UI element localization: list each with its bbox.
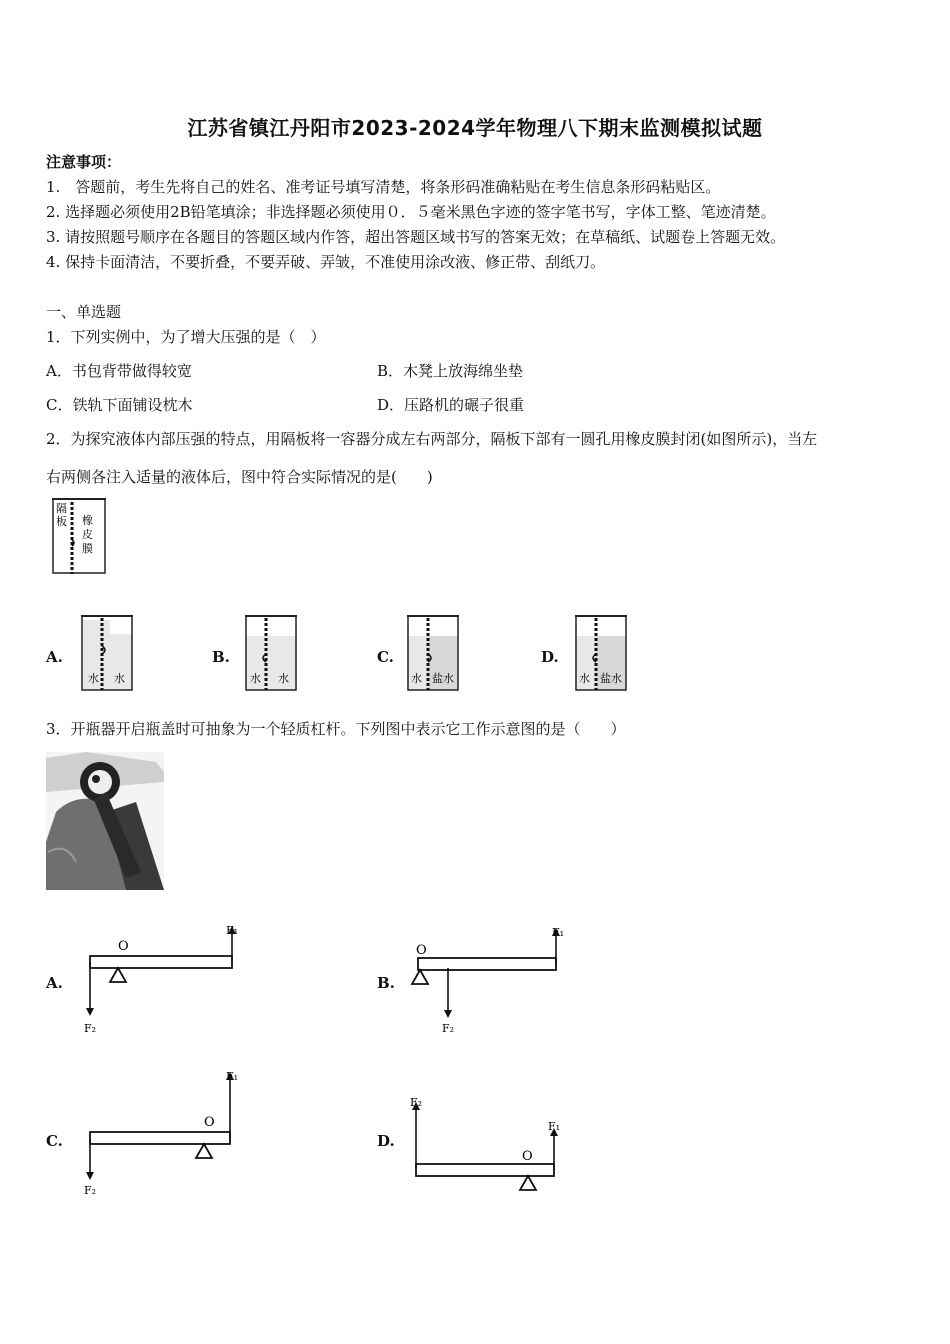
svg-text:O: O: [416, 943, 427, 958]
svg-text:F₁: F₁: [548, 1120, 561, 1133]
svg-text:F₂: F₂: [84, 1184, 97, 1197]
notice-item-1: 1. 答题前，考生先将自己的姓名、准考证号填写清楚，将条形码准确粘贴在考生信息条形码粘贴区。: [46, 178, 721, 196]
svg-text:水: 水: [579, 672, 590, 685]
force1-label: F₁: [226, 924, 239, 937]
q3-option-b-figure: [404, 920, 574, 1040]
q2-option-c-label: C.: [377, 648, 394, 666]
svg-text:O: O: [522, 1149, 533, 1164]
right-liquid-label: 水: [114, 672, 125, 685]
q2-option-d-figure: [574, 612, 630, 692]
q1-stem: 1．下列实例中，为了增大压强的是（ ）: [46, 328, 326, 346]
page-title: 江苏省镇江丹阳市2023-2024学年物理八下期末监测模拟试题: [187, 116, 763, 140]
q3-option-d-label: D.: [377, 1132, 395, 1150]
q1-option-a: A．书包背带做得较宽: [46, 362, 192, 380]
force2-label: F₂: [84, 1022, 97, 1035]
notice-item-2: 2. 选择题必须使用2B铅笔填涂；非选择题必须使用０．５毫米黑色字迹的签字笔书写，字体工整、笔迹清楚。: [46, 203, 776, 221]
q2-option-a-figure: [80, 612, 136, 692]
lever-bar: [90, 956, 232, 968]
membrane-label-2: 皮: [82, 528, 93, 541]
left-liquid-label: 水: [88, 672, 99, 685]
q2-stem-line2: 右两侧各注入适量的液体后，图中符合实际情况的是( ): [46, 468, 433, 486]
svg-text:F₁: F₁: [226, 1070, 239, 1083]
q3-option-a-label: A.: [46, 974, 63, 992]
notice-heading: 注意事项：: [46, 153, 122, 171]
svg-text:水: 水: [278, 672, 289, 685]
q2-container-figure: [48, 494, 110, 576]
membrane-label-3: 膜: [82, 542, 93, 555]
svg-text:F₁: F₁: [552, 926, 565, 939]
fulcrum: [110, 968, 126, 982]
section-heading: 一、单选题: [46, 303, 122, 321]
svg-text:盐水: 盐水: [600, 672, 622, 685]
q3-option-b-label: B.: [377, 974, 395, 992]
q2-option-a-label: A.: [46, 648, 63, 666]
membrane-label-1: 橡: [82, 514, 93, 527]
q2-stem-line1: 2．为探究液体内部压强的特点，用隔板将一容器分成左右两部分，隔板下部有一圆孔用橡皮膜封闭(如图所示)，当左: [46, 430, 818, 448]
q1-option-b: B．木凳上放海绵坐垫: [377, 362, 524, 380]
q3-option-c-label: C.: [46, 1132, 63, 1150]
svg-text:F₂: F₂: [410, 1096, 423, 1109]
notice-item-3: 3. 请按照题号顺序在各题目的答题区域内作答，超出答题区域书写的答案无效；在草稿纸、试题卷上答题无效。: [46, 228, 786, 246]
q2-option-c-figure: [406, 612, 462, 692]
bottle-opener-photo: [46, 752, 164, 890]
notice-item-4: 4. 保持卡面清洁，不要折叠，不要弄破、弄皱，不准使用涂改液、修正带、刮纸刀。: [46, 253, 606, 271]
svg-text:盐水: 盐水: [432, 672, 454, 685]
svg-text:水: 水: [250, 672, 261, 685]
partition-label-2: 板: [56, 515, 67, 528]
svg-text:O: O: [204, 1115, 215, 1130]
q2-option-d-label: D.: [541, 648, 559, 666]
q3-stem: 3．开瓶器开启瓶盖时可抽象为一个轻质杠杆。下列图中表示它工作示意图的是（ ）: [46, 720, 626, 738]
q3-option-a-figure: [78, 918, 248, 1040]
partition-label-1: 隔: [56, 502, 67, 515]
q3-option-d-figure: [404, 1090, 574, 1200]
q2-option-b-figure: [244, 612, 300, 692]
q1-option-d: D．压路机的碾子很重: [377, 396, 525, 414]
q2-option-b-label: B.: [212, 648, 230, 666]
svg-text:F₂: F₂: [442, 1022, 455, 1035]
q3-option-c-figure: [78, 1064, 248, 1200]
q1-option-c: C．铁轨下面铺设枕木: [46, 396, 193, 414]
svg-text:水: 水: [411, 672, 422, 685]
pivot-label: O: [118, 939, 129, 954]
